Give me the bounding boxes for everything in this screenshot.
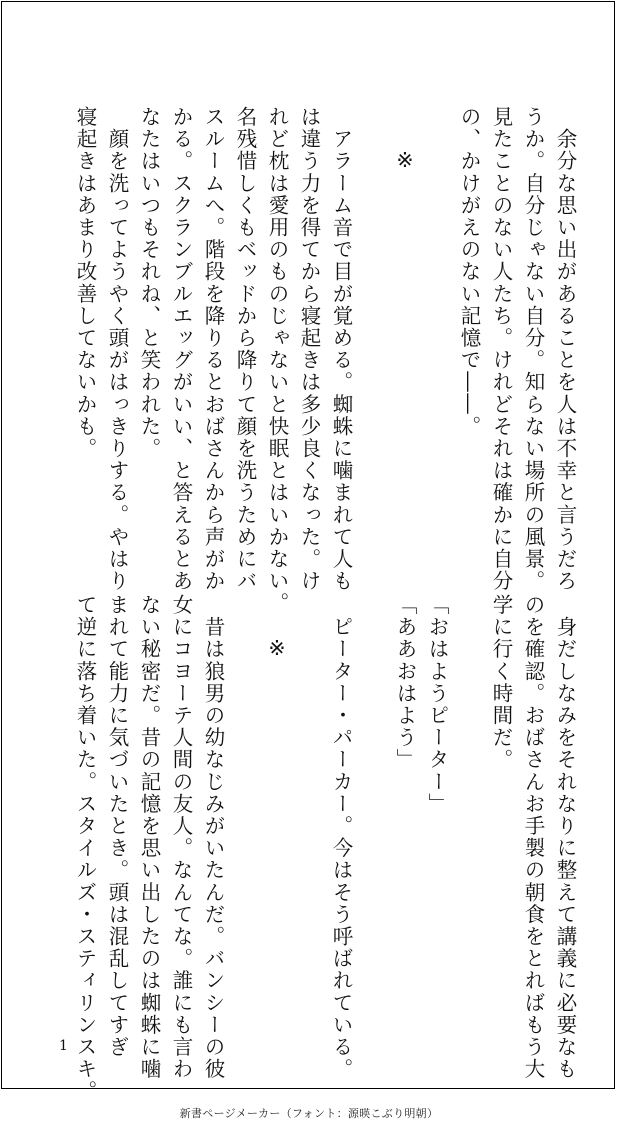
text-line: ピーター・パーカー。今はそう呼ばれている。 bbox=[329, 594, 353, 1081]
dialogue-line: 「ああおはよう」 bbox=[393, 594, 417, 771]
text-line: 見たことのない人たち。けれどそれは確かに自分 bbox=[489, 106, 513, 593]
text-line: の、かけがえのない記憶で――。 bbox=[457, 106, 481, 438]
page-number: 1 bbox=[59, 1038, 68, 1054]
text-block-bottom bbox=[69, 594, 581, 1103]
text-line: アラーム音で目が覚める。蜘蛛に噛まれて人も bbox=[329, 106, 353, 593]
footer-caption: 新書ページメーカー（フォント：源暎こぶり明朝） bbox=[179, 1107, 439, 1120]
blank-line bbox=[357, 106, 389, 526]
text-line: なたはいつもそれね、と笑われた。 bbox=[137, 106, 161, 460]
text-line: 昔は狼男の幼なじみがいたんだ。バンシーの彼 bbox=[201, 594, 225, 1081]
text-line: スルームへ。階段を降りるとおばさんから声がか bbox=[201, 106, 225, 593]
text-line: 学に行く時間だ。 bbox=[489, 594, 513, 771]
text-block-top bbox=[69, 106, 581, 615]
text-line: 女にコヨーテ人間の友人。なんてな。誰にも言わ bbox=[169, 594, 193, 1081]
text-line: のを確認。おばさんお手製の朝食をとればもう大 bbox=[521, 594, 545, 1081]
blank-line bbox=[357, 594, 389, 1014]
text-line: 身だしなみをそれなりに整えて講義に必要なも bbox=[553, 594, 577, 1081]
text-line: まれて能力に気づいたとき。頭は混乱してすぎ bbox=[105, 594, 129, 1059]
dialogue-line: 「おはようピーター」 bbox=[425, 594, 449, 815]
blank-line bbox=[229, 594, 261, 1014]
section-mark: ※ bbox=[265, 636, 289, 662]
section-mark: ※ bbox=[393, 148, 417, 174]
text-line: て逆に落ち着いた。スタイルズ・スティリンスキ。 bbox=[73, 594, 97, 1103]
text-line: うか。自分じゃない自分。知らない場所の風景。 bbox=[521, 106, 545, 593]
text-line: 寝起きはあまり改善してないかも。 bbox=[73, 106, 97, 460]
blank-line bbox=[421, 106, 453, 526]
text-line: ない秘密だ。昔の記憶を思い出したのは蜘蛛に噛 bbox=[137, 594, 161, 1081]
text-line: 名残惜しくもベッドから降りて顔を洗うためにバ bbox=[233, 106, 257, 593]
book-page bbox=[1, 1, 615, 1103]
blank-line bbox=[453, 594, 485, 1014]
text-line: 余分な思い出があることを人は不幸と言うだろ bbox=[553, 106, 577, 593]
text-line: 顔を洗ってようやく頭がはっきりする。やはり bbox=[105, 106, 129, 593]
blank-line bbox=[293, 594, 325, 1014]
text-line: れど枕は愛用のものじゃないと快眠とはいかない。 bbox=[265, 106, 289, 615]
text-line: は違う力を得てから寝起きは多少良くなった。け bbox=[297, 106, 321, 593]
text-line: かる。スクランブルエッグがいい、と答えるとあ bbox=[169, 106, 193, 593]
